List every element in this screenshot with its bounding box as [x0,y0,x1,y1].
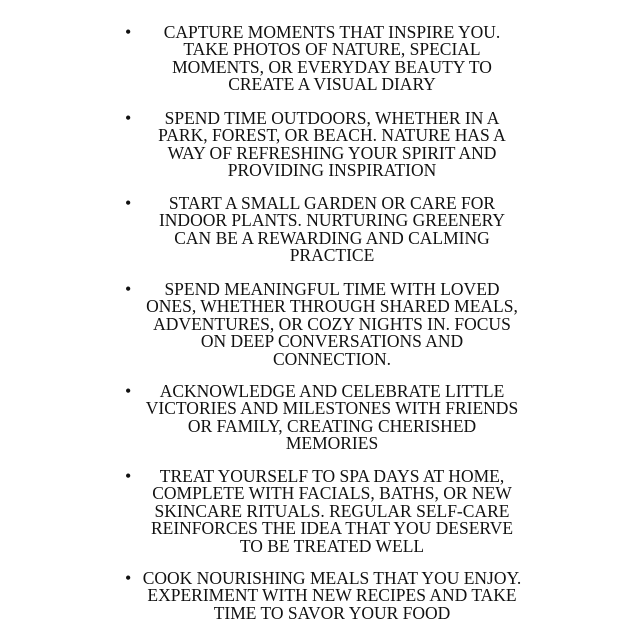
bullet-icon: • [125,381,132,401]
list-item [125,193,524,266]
list-item [125,22,524,95]
list-item [125,279,524,369]
list-item [125,568,524,623]
tip-text: START A SMALL GARDEN OR CARE FOR INDOOR PLANTS. NURTURING GREENERY CAN BE A REWARDING AND CALMING PRACTICE [158,193,506,266]
bullet-icon: • [125,466,132,486]
list-item [125,466,524,556]
bullet-icon: • [125,22,132,42]
list-item [125,108,524,181]
tip-text: TREAT YOURSELF TO SPA DAYS AT HOME, COMPLETE WITH FACIALS, BATHS, OR NEW SKINCARE RITUALS. REGULAR SELF-CARE REINFORCES THE IDEA THAT YOU DESERVE TO BE TREATED WELL [150,466,514,556]
tip-text: SPEND TIME OUTDOORS, WHETHER IN A PARK, FOREST, OR BEACH. NATURE HAS A WAY OF REFRESHING YOUR SPIRIT AND PROVIDING INSPIRATION [158,108,506,181]
bullet-icon: • [125,279,132,299]
list-item [125,381,524,454]
tip-text: COOK NOURISHING MEALS THAT YOU ENJOY. EXPERIMENT WITH NEW RECIPES AND TAKE TIME TO SAVOR YOUR FOOD [142,568,522,623]
bullet-icon: • [125,108,132,128]
bullet-icon: • [125,193,132,213]
tip-text: SPEND MEANINGFUL TIME WITH LOVED ONES, WHETHER THROUGH SHARED MEALS, ADVENTURES, OR COZY NIGHTS IN. FOCUS ON DEEP CONVERSATIONS AND CONNECTION. [146,279,518,369]
tip-text: CAPTURE MOMENTS THAT INSPIRE YOU. TAKE PHOTOS OF NATURE, SPECIAL MOMENTS, OR EVERYDAY BEAUTY TO CREATE A VISUAL DIARY [163,22,501,95]
tip-text: ACKNOWLEDGE AND CELEBRATE LITTLE VICTORIES AND MILESTONES WITH FRIENDS OR FAMILY, CREATING CHERISHED MEMORIES [145,381,519,454]
bullet-icon: • [125,568,132,588]
